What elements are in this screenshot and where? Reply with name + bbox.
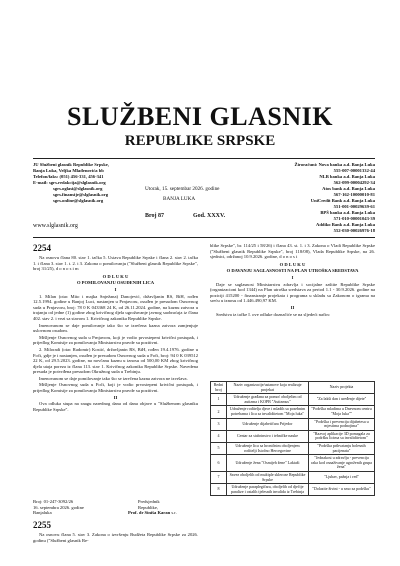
table-cell: 2 <box>211 406 227 418</box>
act-number-2254: 2254 <box>33 243 51 253</box>
signature-city: Banjaluka <box>33 510 52 516</box>
signature-block-left <box>33 499 84 516</box>
table-cell: Centar za stabrinstvo i tehničke nauke <box>227 430 309 442</box>
publisher-line: sgrs.online@slglasnik.org <box>53 198 104 203</box>
table-cell: Udruženje paraplegičara, oboljelih od dječije paralize i ostalih tjelesnih invalida iz Trebinja <box>227 484 309 496</box>
publisher-line: sgrs.finansije@slglasnik.org <box>53 192 109 197</box>
table-row <box>211 430 375 442</box>
column-header: Naziv projekta <box>309 382 375 394</box>
signatory-role: Republike, <box>138 504 159 510</box>
table-cell: 6 <box>211 455 227 472</box>
account-line: Addiko Bank a.d. Banja Luka <box>316 222 375 227</box>
paragraph: 2. Miloradi (otac Radomir) Kostić, državljanin RS, BiH, rođen 19.4.1976. godine u Foči, gdje je i nastanjen, osuđen je presudom Osnovnog suda u Foči, broj: 94 0 K 039512 22 K, od 29.5.2023. godine, na novčanu kaznu u iznosu od 500,00 KM zbog krivičnog djela utaja poreza iz člana 113. stav 1. Krivičnog zakonika Republike Srpske. Navedena presuda je potvrđena presudom Okružnog suda u Trebinju. <box>33 346 198 375</box>
account-line: 551-001-00029639-61 <box>333 204 375 209</box>
publisher-line: Telefon/faks: (051) 456-331, 456-341 <box>33 174 104 179</box>
table-cell: 8 <box>211 484 227 496</box>
decision-heading: O D L U K U <box>279 261 306 267</box>
table-cell: 5 <box>211 442 227 454</box>
section-numeral: I <box>291 274 294 280</box>
table-cell: Udruženje lica sa hroničnim oboljenjem roditelji Istočno Hercegovine <box>227 442 309 454</box>
decision-heading: O D L U K U <box>102 273 129 279</box>
account-line: 567-162-10000010-81 <box>333 192 375 197</box>
account-line: BPŠ banka a.d. Banja Luka <box>320 210 375 215</box>
paragraph: Na osnovu člana 5. stav 3. Zakona o izvršenju Budžeta Republike Srpske za 2026. godinu ("Službeni glasnik Re- <box>33 532 198 543</box>
table-cell: "Razvoj aplikacije 3D pomagala za podršku licima sa invaliditetom" <box>309 430 375 442</box>
table-cell: 4 <box>211 430 227 442</box>
table-cell: 7 <box>211 471 227 483</box>
paragraph: blike Srpske", br. 114/25 i 58/26) i člana 43. st. 1. i 3. Zakona o Vladi Republike Srpske ("Službeni glasnik Republike Srpske", broj 118/08), Vlada Republike Srpske, na 26. sjednici, održanoj 10.9.2026. godine, d o n o s i <box>210 243 375 260</box>
signature-date: 16. septembra 2026. godine <box>33 504 84 510</box>
publisher-line: JU Službeni glasnik Republike Srpske, <box>33 162 109 167</box>
issue-city: BANJA LUKA <box>163 196 196 202</box>
account-line: Žiroračuni: Nova banka a.d. Banja Luka <box>294 162 375 167</box>
paragraph: 1. Milan (otac Mito i majka Snježana) Danojević, državljanin RS, BiH, rođen 12.5.1994. godine u Banjoj Luci, nastanjen u Prnjavoru, osuđen je presudom Osnovnog suda u Prnjavoru, broj: 78 0 K 043368 24 K, od 26.11.2024. godine, na kaznu zatvora u trajanju od jedne (1) godine zbog krivičnog djela ugrožavanje javnog saobraćaja iz člana 402. stav 2. i vezi sa stavom 1. Krivičnog zakonika Republike Srpske. <box>33 293 198 321</box>
account-line: UniCredit Bank a.d. Banja Luka <box>310 198 375 203</box>
paragraph: Na osnovu člana 80. stav 1. tačka 5. Ustava Republike Srpske i člana 2. stav 2. tačka 1. i člana 3. stav 1. t. 2. i 3. Zakona o pomilovanju ("Službeni glasnik Republike Srpske", broj 31/25), d o n o s i m <box>33 255 198 272</box>
paragraph: Sredstva iz tačke I. ove odluke doznačiće se na sljedeći način: <box>216 311 330 317</box>
table-cell: Udruženje žena "Osmijeh žene" Laktaši <box>227 455 309 472</box>
issue-number: Broj 87 <box>145 213 165 219</box>
table-row <box>211 455 375 472</box>
section-numeral: II <box>113 394 118 400</box>
section-numeral: II <box>290 304 295 310</box>
act-number-2255: 2255 <box>33 520 51 530</box>
table-row <box>211 442 375 454</box>
publisher-website[interactable]: www.slglasnik.org <box>33 223 78 229</box>
paragraph: Mišljenje Osnovnog suda u Prnjavoru, koji je vodio prvostepeni krivični postupak, i prijedlog Komisije za pomilovanja Ministarstva pravde su pozitivni. <box>33 334 198 346</box>
account-line: 562-099-00004292-34 <box>333 180 375 185</box>
table-cell: "Podrška prihvatanju bolesnih pacijenata" <box>309 442 375 454</box>
table-cell: Udruženje dijabetičara Prijedor <box>227 418 309 430</box>
account-line: 552-030-00026976-18 <box>333 228 375 233</box>
publisher-line: Banja Luka, Veljka Mlađenovića bb <box>33 168 104 173</box>
table-row <box>211 418 375 430</box>
decision-subheading: O DAVANJU SAGLASNOSTI NA PLAN UTROŠKA SREDSTAVA <box>226 268 359 274</box>
table-cell: "Ljubav, pažnja i red" <box>309 471 375 483</box>
table-cell: "Dolazite živini - u smo za podršku" <box>309 484 375 496</box>
masthead-subtitle: REPUBLIKE SRPSKE <box>124 133 276 149</box>
publisher-line: sgrs.oglasi@slglasnik.org <box>53 186 103 191</box>
signature-number: Broj: 01-247-3092/26 <box>33 499 74 504</box>
issue-year: God. XXXV. <box>193 213 226 219</box>
account-line: NLB banka a.d. Banja Luka <box>319 174 375 179</box>
bank-accounts <box>268 162 375 234</box>
table-cell: 3 <box>211 418 227 430</box>
header-rule-top <box>33 158 375 159</box>
signature-block-right <box>128 499 198 516</box>
right-column <box>210 243 375 318</box>
paragraph: Ova odluka stupa na snagu narednog dana od dana objave u "Službenom glasniku Republike Srpske". <box>33 401 198 412</box>
decision-subheading: O POMILOVANJU OSUĐENIH LICA <box>76 280 155 286</box>
table-cell: "Podrška mladima u Dnevnom centru "Moja luka"" <box>309 406 375 418</box>
table-row <box>211 484 375 496</box>
table-cell: "Podrška i prevencija dijabetesa u mjestima podnojima" <box>309 418 375 430</box>
signatory-role: Predsjednik <box>138 499 160 504</box>
table-cell: 1 <box>211 394 227 406</box>
signatory-suffix: s.r. <box>171 510 177 516</box>
table-cell: "Za lakši dan i uređenje dijete" <box>309 394 375 406</box>
table-cell: "Jednakost u zdravlju - prevencija raka kod osnaživanje ugroženih grupa žena" <box>309 455 375 472</box>
paragraph: Mišljenje Osnovnog suda u Foči, koji je vodio prvostepeni krivični postupak, i prijedlog Komisije za pomilovanja Ministarstva pravde su pozitivni. <box>33 382 198 394</box>
header-rule-bottom <box>33 237 375 238</box>
account-line: 571-010-00001043-39 <box>333 216 375 221</box>
left-column-tail <box>33 532 198 544</box>
table-row <box>211 471 375 483</box>
masthead-title: SLUŽBENI GLASNIK <box>67 102 333 131</box>
publisher-info <box>33 162 109 204</box>
column-header: Naziv organizacije/ustanove koja realizuje projekat <box>227 382 309 394</box>
table-cell: Udruženje građana za pomoć oboljelim od autizma i KOPB "Autizmus" <box>227 394 309 406</box>
account-line: 555-007-00001332-44 <box>333 168 375 173</box>
signatory-name: Prof. dr Siniša Karan <box>128 510 171 516</box>
account-line: Atos bank a.d. Banja Luka <box>322 186 375 191</box>
table-cell: Udruženje roditelja djece i mladih sa posebnim potrebama i lica sa invaliditetom "Moja luka" <box>227 406 309 418</box>
paragraph: Imenovanom se daje pomilovanje tako što se izrečena kazna zatvora ne izvršava. <box>39 375 188 381</box>
table-row <box>211 406 375 418</box>
allocation-table <box>210 381 375 496</box>
publisher-line: E-mail: sgrs.redakcija@slglasnik.org <box>33 180 106 185</box>
section-numeral: I <box>114 286 117 292</box>
paragraph: Daje se saglasnost Ministarstvu zdravlja i socijalne zaštite Republike Srpske (organizacioni kod 1344) na Plan utroška sredstava za period 1.1 - 30.9.2026. godine na poziciji 415200 - finansiranje projekata i programa u skladu sa Zakonom o igrama na sreću u iznosu od 1.446.490,97 KM. <box>210 281 375 304</box>
table-header-row <box>211 382 375 394</box>
left-column <box>33 255 198 413</box>
column-header: Redni broj <box>211 382 227 394</box>
table-cell: Savez oboljelih od multiple skleroze Republike Srpske <box>227 471 309 483</box>
issue-date: Utorak, 15. septembar 2026. godine <box>145 186 220 192</box>
paragraph: Imenovanom se daje pomilovanje tako što se izrečena kazna zatvora zamjenjuje uslovnom osudom. <box>33 322 198 334</box>
table-row <box>211 394 375 406</box>
